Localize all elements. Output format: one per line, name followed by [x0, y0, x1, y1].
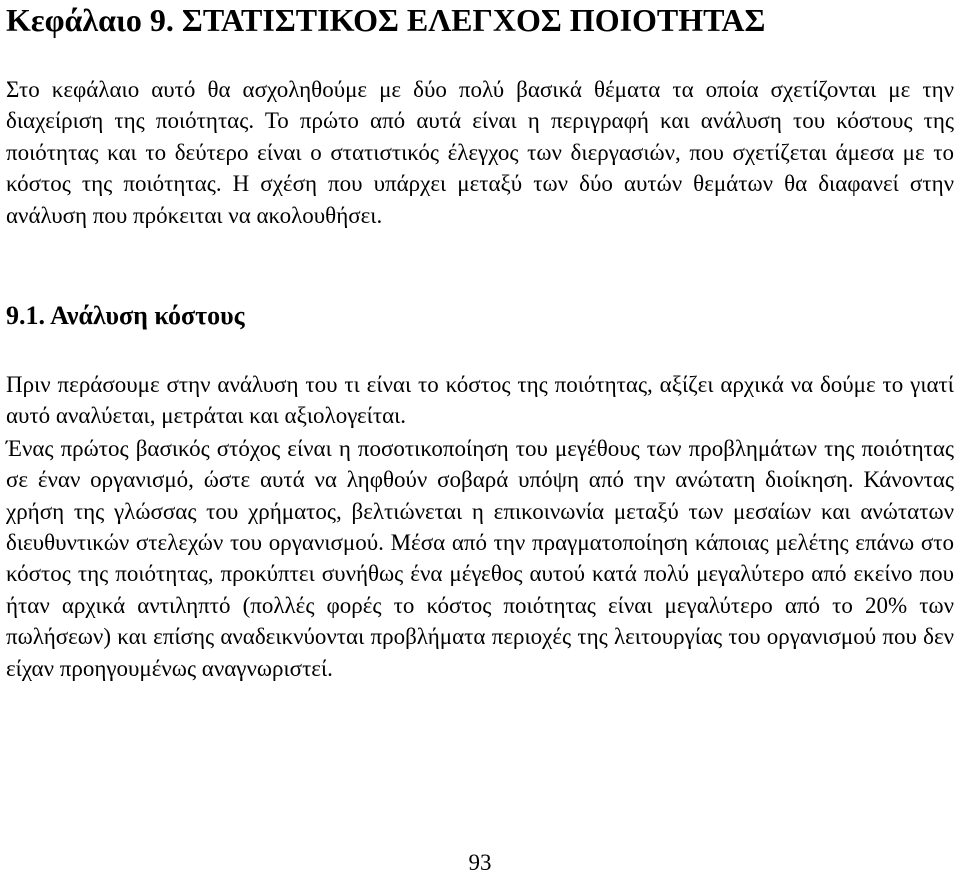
section-paragraph-1: Πριν περάσουμε στην ανάλυση του τι είναι το κόστος της ποιότητας, αξίζει αρχικά να δούμε το γιατί αυτό αναλύεται, μετράται και αξιολογείται. — [6, 372, 954, 429]
intro-paragraph: Στο κεφάλαιο αυτό θα ασχοληθούμε με δύο πολύ βασικά θέματα τα οποία σχετίζονται με την διαχείριση της ποιότητας. Το πρώτο από αυτά είναι η περιγραφή και ανάλυση του κόστους της ποιότητας και το δεύτερο είναι ο στατιστικός έλεγχος των διεργασιών, που σχετίζεται άμεσα με το κόστος της ποιότητας. Η σχέση που υπάρχει μεταξύ των δύο αυτών θεμάτων θα διαφανεί στην ανάλυση που πρόκειται να ακολουθήσει. — [6, 77, 954, 228]
section-paragraph-2: Ένας πρώτος βασικός στόχος είναι η ποσοτικοποίηση του μεγέθους των προβλημάτων της ποιότητας σε έναν οργανισμό, ώστε αυτά να ληφθούν σοβαρά υπόψη από την ανώτατη διοίκηση. Κάνοντας χρήση της γλώσσας του χρήματος, βελτιώνεται η επικοινωνία μεταξύ των μεσαίων και ανώτατων διευθυντικών στελεχών του οργανισμού. Μέσα από την πραγματοποίηση κάποιας μελέτης επάνω στο κόστος της ποιότητας, προκύπτει συνήθως ένα μέγεθος αυτού κατά πολύ μεγαλύτερο από εκείνο που ήταν αρχικά αντιληπτό (πολλές φορές το κόστος ποιότητας είναι μεγαλύτερο από το 20% των πωλήσεων) και επίσης αναδεικνύονται προβλήματα περιοχές της λειτουργίας του οργανισμού που δεν είχαν προηγουμένως αναγνωριστεί. — [6, 435, 954, 681]
document-page — [6, 0, 954, 684]
page-number: 93 — [468, 850, 492, 875]
chapter-title: Κεφάλαιο 9. ΣΤΑΤΙΣΤΙΚΟΣ ΕΛΕΓΧΟΣ ΠΟΙΟΤΗΤΑΣ — [6, 2, 766, 38]
section-title: 9.1. Ανάλυση κόστους — [6, 301, 245, 331]
